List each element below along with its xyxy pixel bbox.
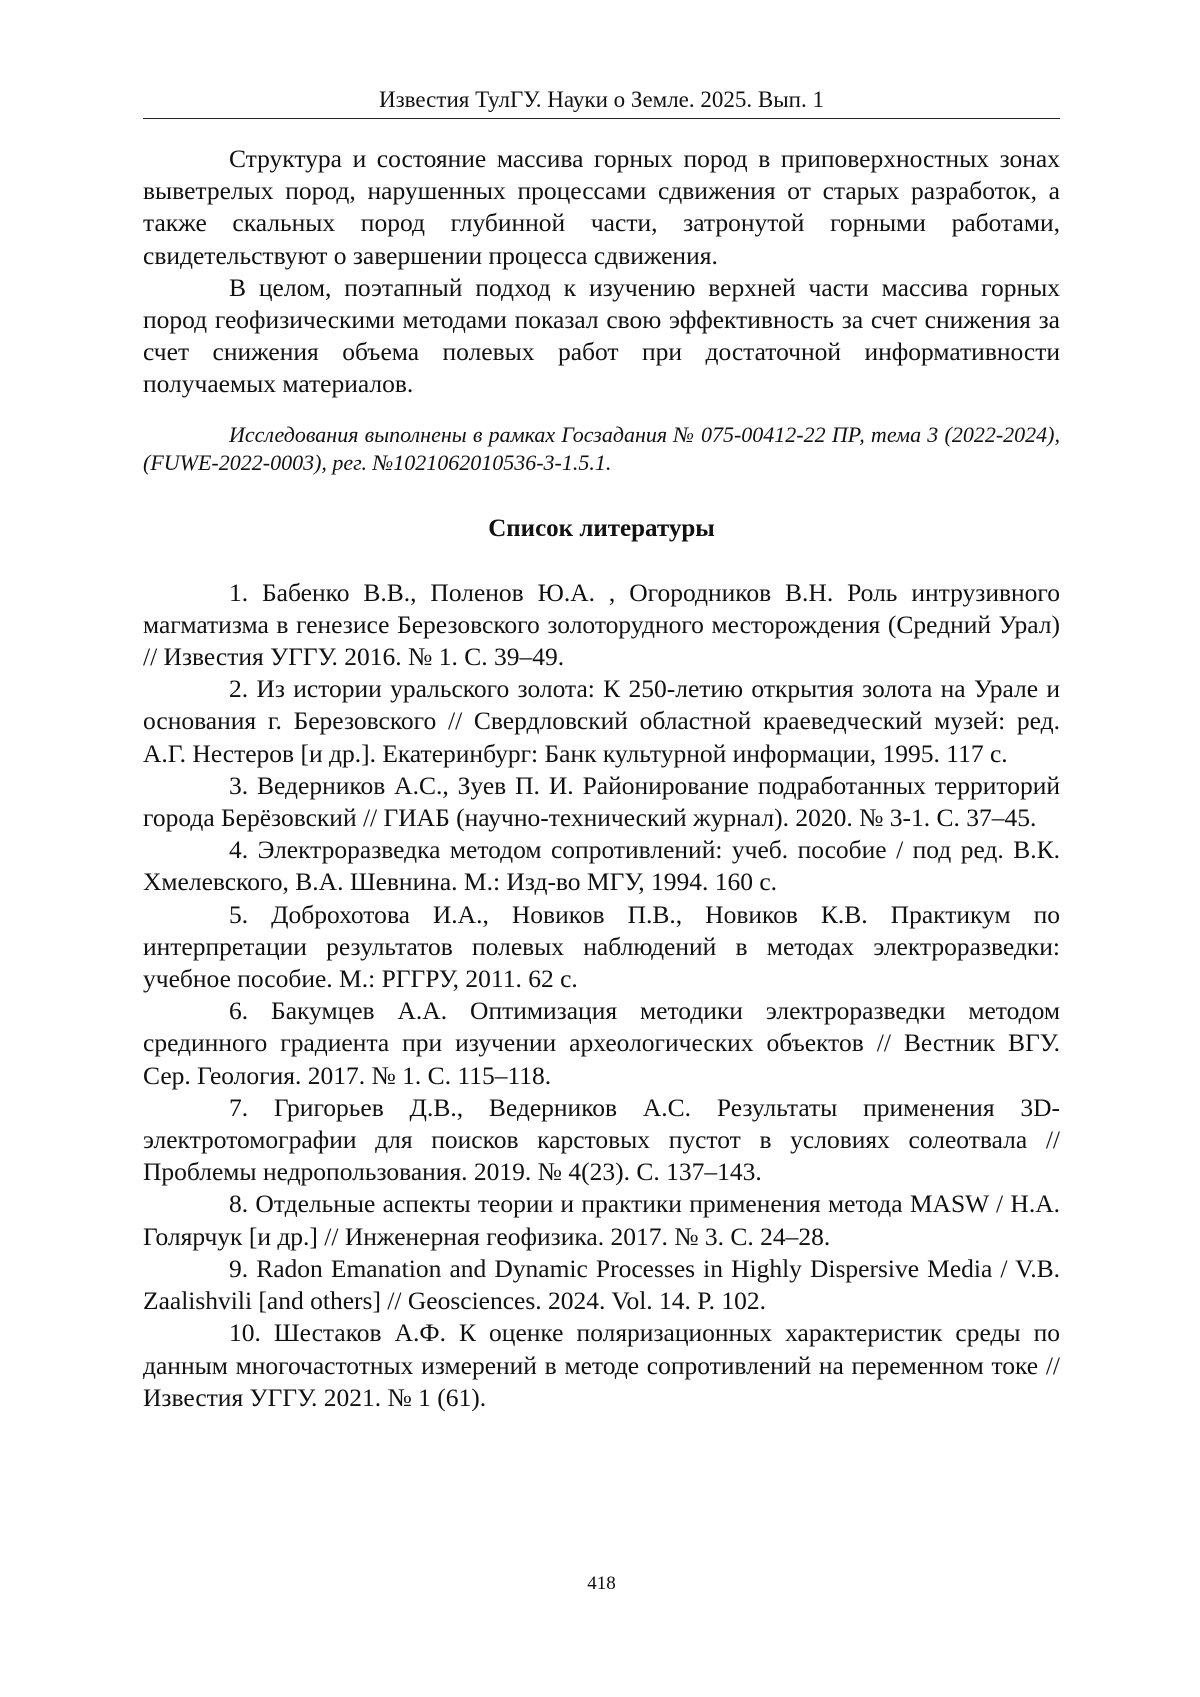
references-list bbox=[143, 577, 1060, 1414]
reference-item: 2. Из истории уральского золота: К 250-летию открытия золота на Урале и основания г. Березовского // Свердловский областной краеведческий музей: ред. А.Г. Нестеров [и др.]. Екатеринбург: Банк культурной информации, 1995. 117 с. bbox=[143, 674, 1060, 768]
journal-page bbox=[143, 0, 1060, 1697]
reference-item: 9. Radon Emanation and Dynamic Processes in Highly Dispersive Media / V.B. Zaalishvili [and others] // Geosciences. 2024. Vol. 14. P. 102. bbox=[143, 1253, 1060, 1316]
header-divider bbox=[143, 118, 1060, 119]
reference-item: 6. Бакумцев А.А. Оптимизация методики электроразведки методом срединного градиента при изучении археологических объектов // Вестник ВГУ. Сер. Геология. 2017. № 1. С. 115–118. bbox=[143, 996, 1060, 1090]
running-header: Известия ТулГУ. Науки о Земле. 2025. Вып. 1 bbox=[378, 87, 824, 112]
references-heading: Список литературы bbox=[488, 514, 715, 542]
page-number: 418 bbox=[587, 1573, 616, 1594]
reference-item: 8. Отдельные аспекты теории и практики применения метода MASW / Н.А. Голярчук [и др.] // Инженерная геофизика. 2017. № 3. С. 24–28. bbox=[143, 1189, 1060, 1251]
reference-item: 3. Ведерников А.С., Зуев П. И. Районирование подработанных территорий города Берёзовский // ГИАБ (научно-технический журнал). 2020. № 3-1. С. 37–45. bbox=[143, 770, 1060, 833]
funding-note: Исследования выполнены в рамках Госзадания № 075-00412-22 ПР, тема 3 (2022-2024), (FUWE-2022-0003), рег. №1021062010536-3-1.5.1. bbox=[143, 421, 1060, 475]
reference-item: 7. Григорьев Д.В., Ведерников А.С. Результаты применения 3D-электротомографии для поисков карстовых пустот в условиях солеотвала // Проблемы недропользования. 2019. № 4(23). С. 137–143. bbox=[143, 1092, 1060, 1187]
reference-item: 5. Доброхотова И.А., Новиков П.В., Новиков К.В. Практикум по интерпретации результатов полевых наблюдений в методах электроразведки: учебное пособие. М.: РГГРУ, 2011. 62 с. bbox=[143, 899, 1060, 994]
reference-item: 1. Бабенко В.В., Поленов Ю.А. , Огородников В.Н. Роль интрузивного магматизма в генезисе Березовского золоторудного месторождения (Средний Урал) // Известия УГГУ. 2016. № 1. С. 39–49. bbox=[143, 577, 1060, 672]
reference-item: 4. Электроразведка методом сопротивлений: учеб. пособие / под ред. В.К. Хмелевского, В.А. Шевнина. М.: Изд-во МГУ, 1994. 160 с. bbox=[143, 835, 1060, 897]
conclusion-paragraph-2: В целом, поэтапный подход к изучению верхней части массива горных пород геофизическими методами показал свою эффективность за счет снижения за счет снижения объема полевых работ при достаточной информативности получаемых материалов. bbox=[143, 272, 1060, 399]
reference-item: 10. Шестаков А.Ф. К оценке поляризационных характеристик среды по данным многочастотных измерений в методе сопротивлений на переменном токе // Известия УГГУ. 2021. № 1 (61). bbox=[143, 1318, 1060, 1412]
conclusion-paragraph-1: Структура и состояние массива горных пород в приповерхностных зонах выветрелых пород, нарушенных процессами сдвижения от старых разработок, а также скальных пород глубинной части, затронутой горными работами, свидетельствуют о завершении процесса сдвижения. bbox=[143, 144, 1060, 270]
article-body bbox=[143, 143, 1060, 1414]
